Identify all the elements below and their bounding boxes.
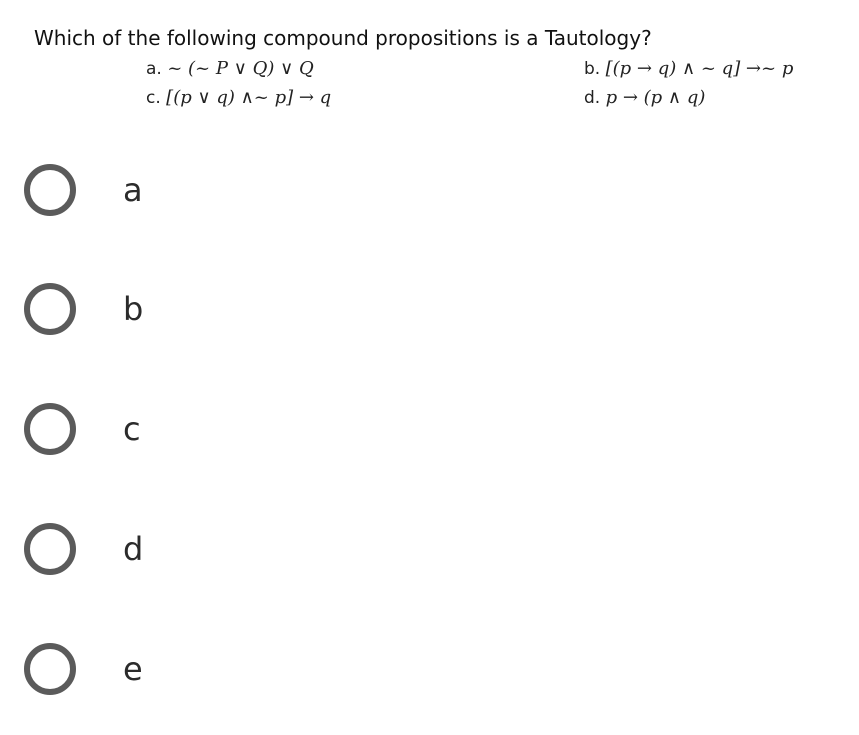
radio-button-c[interactable] xyxy=(24,403,76,455)
radio-button-b[interactable] xyxy=(24,283,76,335)
option-d[interactable] xyxy=(24,517,424,581)
radio-button-a[interactable] xyxy=(24,164,76,216)
choice-c-label: c. xyxy=(146,88,161,108)
question-text: Which of the following compound propositions is a Tautology? xyxy=(34,26,652,50)
option-e[interactable] xyxy=(24,637,424,701)
choice-a xyxy=(146,58,314,79)
option-a-label: a xyxy=(123,171,143,209)
choice-b xyxy=(584,58,793,79)
radio-button-e[interactable] xyxy=(24,643,76,695)
option-d-label: d xyxy=(123,530,144,568)
option-e-label: e xyxy=(123,650,143,688)
choice-d xyxy=(584,87,705,108)
choice-b-label: b. xyxy=(584,59,601,79)
choice-d-label: d. xyxy=(584,88,601,108)
choice-d-formula: p → (p ∧ q) xyxy=(605,87,706,108)
choice-c-formula: [(p ∨ q) ∧~ p] → q xyxy=(166,87,332,108)
option-c-label: c xyxy=(123,410,141,448)
radio-button-d[interactable] xyxy=(24,523,76,575)
question-image xyxy=(0,0,859,125)
choice-c xyxy=(146,87,331,108)
option-b-label: b xyxy=(123,290,144,328)
option-b[interactable] xyxy=(24,277,424,341)
option-a[interactable] xyxy=(24,158,424,222)
choice-b-formula: [(p → q) ∧ ~ q] →~ p xyxy=(605,58,794,79)
option-c[interactable] xyxy=(24,397,424,461)
choice-a-formula: ~ (~ P ∨ Q) ∨ Q xyxy=(167,58,314,79)
choice-a-label: a. xyxy=(146,59,162,79)
